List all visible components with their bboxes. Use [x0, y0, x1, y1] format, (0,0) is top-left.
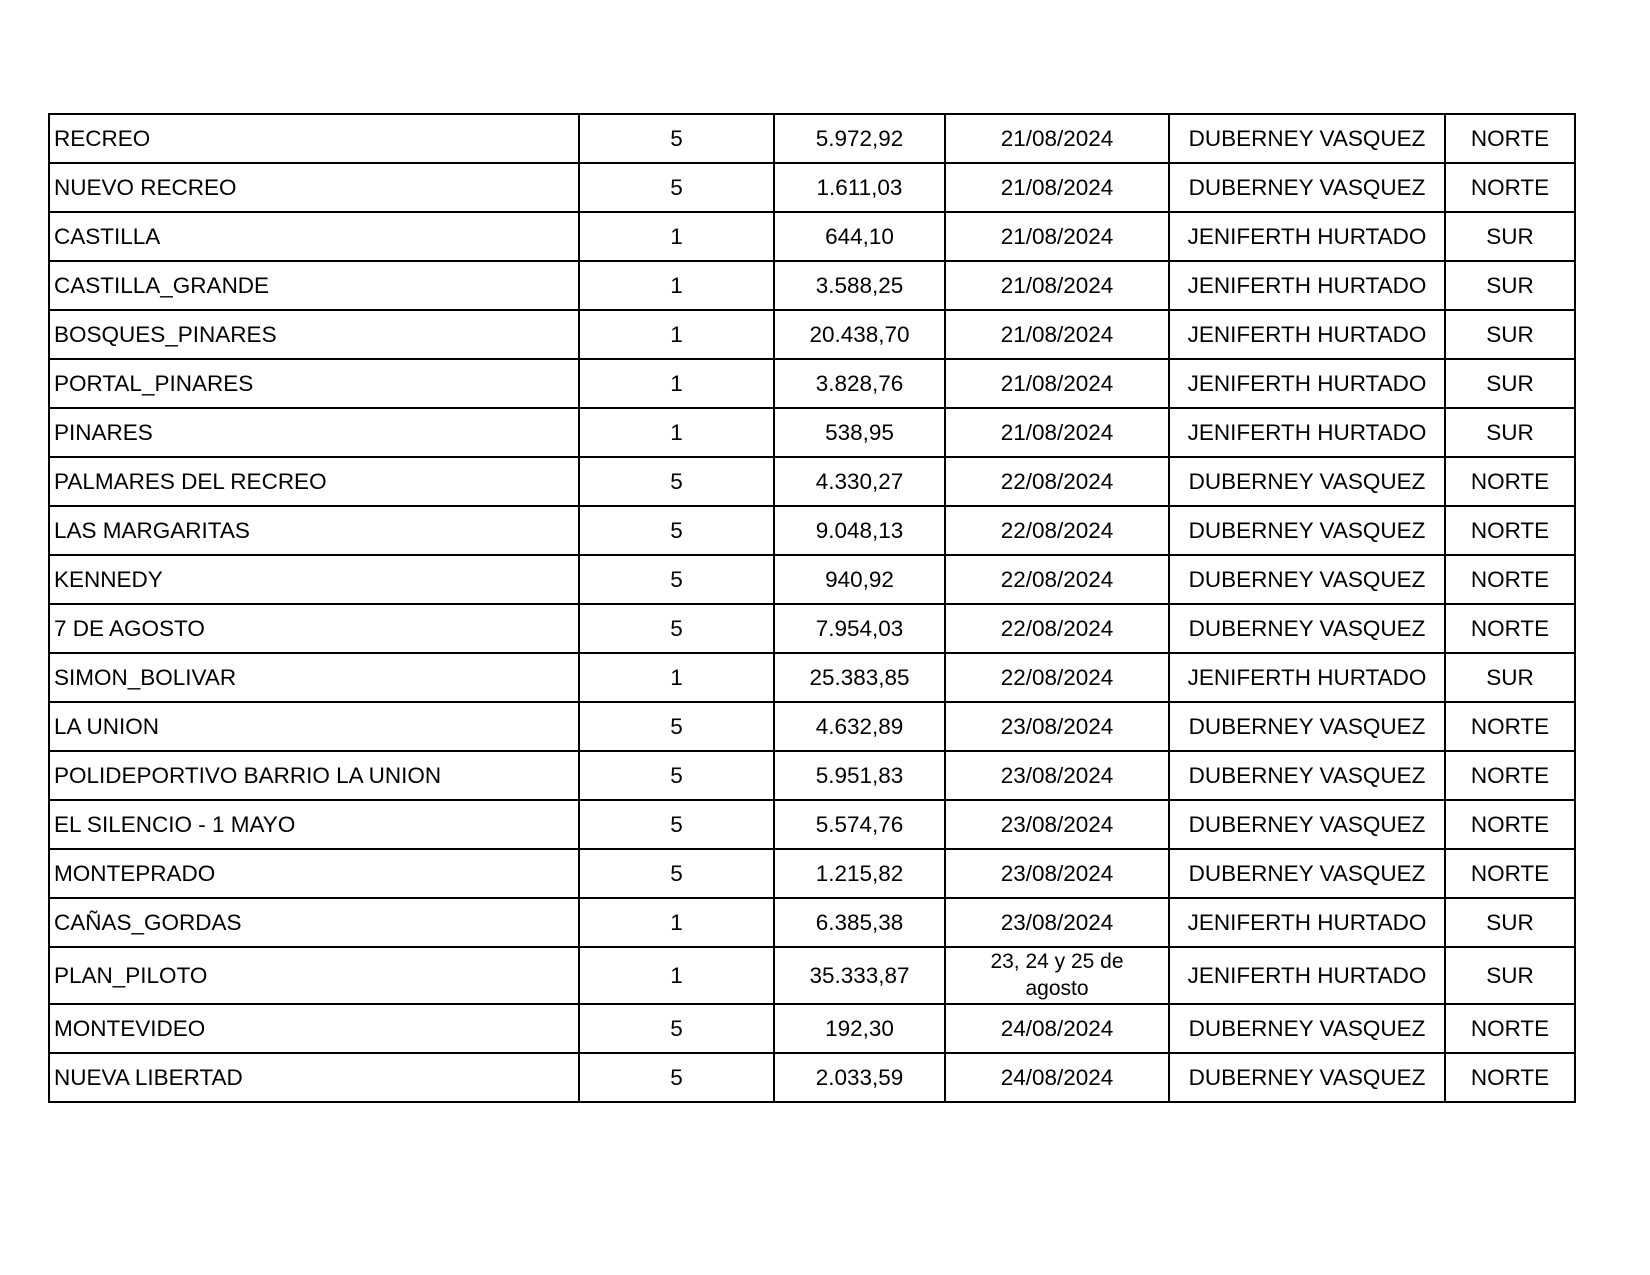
area-cell: 192,30 — [774, 1004, 945, 1053]
table-row — [49, 506, 1575, 555]
fecha-cell: 21/08/2024 — [945, 114, 1169, 163]
area-cell: 5.574,76 — [774, 800, 945, 849]
responsable-cell: JENIFERTH HURTADO — [1169, 261, 1445, 310]
fecha-cell: 21/08/2024 — [945, 310, 1169, 359]
responsable-cell: JENIFERTH HURTADO — [1169, 359, 1445, 408]
fecha-cell: 22/08/2024 — [945, 457, 1169, 506]
responsable-cell: DUBERNEY VASQUEZ — [1169, 457, 1445, 506]
responsable-cell: DUBERNEY VASQUEZ — [1169, 114, 1445, 163]
table-row — [49, 163, 1575, 212]
zona-cell: SUR — [1445, 898, 1575, 947]
zona-cell: NORTE — [1445, 702, 1575, 751]
zona-cell: NORTE — [1445, 800, 1575, 849]
barrio-cell: POLIDEPORTIVO BARRIO LA UNION — [49, 751, 579, 800]
area-cell: 7.954,03 — [774, 604, 945, 653]
circuito-cell: 5 — [579, 163, 774, 212]
zona-cell: NORTE — [1445, 457, 1575, 506]
circuito-cell: 1 — [579, 359, 774, 408]
zona-cell: NORTE — [1445, 163, 1575, 212]
barrio-cell: LA UNION — [49, 702, 579, 751]
zona-cell: SUR — [1445, 653, 1575, 702]
barrio-cell: LAS MARGARITAS — [49, 506, 579, 555]
schedule-table — [48, 113, 1576, 1103]
area-cell: 35.333,87 — [774, 947, 945, 1004]
fecha-cell: 22/08/2024 — [945, 653, 1169, 702]
fecha-cell: 21/08/2024 — [945, 359, 1169, 408]
table-row — [49, 408, 1575, 457]
circuito-cell: 5 — [579, 1004, 774, 1053]
circuito-cell: 5 — [579, 1053, 774, 1102]
circuito-cell: 5 — [579, 800, 774, 849]
fecha-cell: 22/08/2024 — [945, 506, 1169, 555]
responsable-cell: DUBERNEY VASQUEZ — [1169, 849, 1445, 898]
zona-cell: SUR — [1445, 261, 1575, 310]
area-cell: 3.828,76 — [774, 359, 945, 408]
table-row — [49, 800, 1575, 849]
barrio-cell: NUEVO RECREO — [49, 163, 579, 212]
circuito-cell: 5 — [579, 702, 774, 751]
table-row — [49, 751, 1575, 800]
circuito-cell: 1 — [579, 261, 774, 310]
circuito-cell: 1 — [579, 310, 774, 359]
barrio-cell: KENNEDY — [49, 555, 579, 604]
responsable-cell: JENIFERTH HURTADO — [1169, 947, 1445, 1004]
circuito-cell: 1 — [579, 898, 774, 947]
fecha-cell: 24/08/2024 — [945, 1053, 1169, 1102]
barrio-cell: PINARES — [49, 408, 579, 457]
area-cell: 4.330,27 — [774, 457, 945, 506]
table-row — [49, 898, 1575, 947]
fecha-cell: 23/08/2024 — [945, 800, 1169, 849]
zona-cell: SUR — [1445, 310, 1575, 359]
table-row — [49, 653, 1575, 702]
area-cell: 2.033,59 — [774, 1053, 945, 1102]
area-cell: 1.611,03 — [774, 163, 945, 212]
circuito-cell: 1 — [579, 947, 774, 1004]
circuito-cell: 1 — [579, 212, 774, 261]
circuito-cell: 5 — [579, 457, 774, 506]
responsable-cell: JENIFERTH HURTADO — [1169, 310, 1445, 359]
responsable-cell: DUBERNEY VASQUEZ — [1169, 555, 1445, 604]
table-row — [49, 457, 1575, 506]
zona-cell: NORTE — [1445, 1004, 1575, 1053]
table-row — [49, 1053, 1575, 1102]
fecha-cell: 21/08/2024 — [945, 212, 1169, 261]
area-cell: 3.588,25 — [774, 261, 945, 310]
table-row — [49, 359, 1575, 408]
fecha-cell: 23/08/2024 — [945, 849, 1169, 898]
circuito-cell: 5 — [579, 555, 774, 604]
circuito-cell: 1 — [579, 653, 774, 702]
fecha-cell: 21/08/2024 — [945, 408, 1169, 457]
circuito-cell: 5 — [579, 751, 774, 800]
barrio-cell: SIMON_BOLIVAR — [49, 653, 579, 702]
fecha-cell: 22/08/2024 — [945, 555, 1169, 604]
barrio-cell: 7 DE AGOSTO — [49, 604, 579, 653]
barrio-cell: CAÑAS_GORDAS — [49, 898, 579, 947]
fecha-cell: 23/08/2024 — [945, 898, 1169, 947]
responsable-cell: DUBERNEY VASQUEZ — [1169, 702, 1445, 751]
responsable-cell: DUBERNEY VASQUEZ — [1169, 506, 1445, 555]
area-cell: 6.385,38 — [774, 898, 945, 947]
responsable-cell: JENIFERTH HURTADO — [1169, 898, 1445, 947]
barrio-cell: NUEVA LIBERTAD — [49, 1053, 579, 1102]
area-cell: 5.951,83 — [774, 751, 945, 800]
fecha-cell: 21/08/2024 — [945, 261, 1169, 310]
zona-cell: SUR — [1445, 359, 1575, 408]
barrio-cell: MONTEPRADO — [49, 849, 579, 898]
responsable-cell: DUBERNEY VASQUEZ — [1169, 800, 1445, 849]
table-row — [49, 555, 1575, 604]
responsable-cell: DUBERNEY VASQUEZ — [1169, 1053, 1445, 1102]
circuito-cell: 5 — [579, 604, 774, 653]
circuito-cell: 5 — [579, 114, 774, 163]
barrio-cell: PORTAL_PINARES — [49, 359, 579, 408]
barrio-cell: BOSQUES_PINARES — [49, 310, 579, 359]
barrio-cell: RECREO — [49, 114, 579, 163]
table-row — [49, 212, 1575, 261]
table-row — [49, 310, 1575, 359]
fecha-cell: 23, 24 y 25 de agosto — [945, 947, 1169, 1004]
area-cell: 940,92 — [774, 555, 945, 604]
zona-cell: SUR — [1445, 947, 1575, 1004]
table-row — [49, 261, 1575, 310]
fecha-cell: 22/08/2024 — [945, 604, 1169, 653]
zona-cell: NORTE — [1445, 1053, 1575, 1102]
area-cell: 9.048,13 — [774, 506, 945, 555]
fecha-cell: 23/08/2024 — [945, 751, 1169, 800]
table-row — [49, 1004, 1575, 1053]
area-cell: 20.438,70 — [774, 310, 945, 359]
responsable-cell: DUBERNEY VASQUEZ — [1169, 751, 1445, 800]
barrio-cell: PLAN_PILOTO — [49, 947, 579, 1004]
zona-cell: NORTE — [1445, 114, 1575, 163]
circuito-cell: 1 — [579, 408, 774, 457]
circuito-cell: 5 — [579, 506, 774, 555]
responsable-cell: JENIFERTH HURTADO — [1169, 408, 1445, 457]
area-cell: 538,95 — [774, 408, 945, 457]
area-cell: 5.972,92 — [774, 114, 945, 163]
barrio-cell: CASTILLA_GRANDE — [49, 261, 579, 310]
table-row — [49, 604, 1575, 653]
table-row — [49, 114, 1575, 163]
area-cell: 25.383,85 — [774, 653, 945, 702]
zona-cell: NORTE — [1445, 506, 1575, 555]
circuito-cell: 5 — [579, 849, 774, 898]
fecha-cell: 24/08/2024 — [945, 1004, 1169, 1053]
responsable-cell: JENIFERTH HURTADO — [1169, 653, 1445, 702]
area-cell: 4.632,89 — [774, 702, 945, 751]
responsable-cell: DUBERNEY VASQUEZ — [1169, 163, 1445, 212]
responsable-cell: JENIFERTH HURTADO — [1169, 212, 1445, 261]
area-cell: 1.215,82 — [774, 849, 945, 898]
area-cell: 644,10 — [774, 212, 945, 261]
zona-cell: NORTE — [1445, 751, 1575, 800]
zona-cell: SUR — [1445, 408, 1575, 457]
barrio-cell: CASTILLA — [49, 212, 579, 261]
fecha-cell: 21/08/2024 — [945, 163, 1169, 212]
zona-cell: SUR — [1445, 212, 1575, 261]
table-body — [49, 114, 1575, 1102]
fecha-cell: 23/08/2024 — [945, 702, 1169, 751]
barrio-cell: PALMARES DEL RECREO — [49, 457, 579, 506]
zona-cell: NORTE — [1445, 604, 1575, 653]
barrio-cell: MONTEVIDEO — [49, 1004, 579, 1053]
responsable-cell: DUBERNEY VASQUEZ — [1169, 1004, 1445, 1053]
zona-cell: NORTE — [1445, 849, 1575, 898]
responsable-cell: DUBERNEY VASQUEZ — [1169, 604, 1445, 653]
table-row — [49, 702, 1575, 751]
table-row — [49, 849, 1575, 898]
table-row — [49, 947, 1575, 1004]
zona-cell: NORTE — [1445, 555, 1575, 604]
barrio-cell: EL SILENCIO - 1 MAYO — [49, 800, 579, 849]
